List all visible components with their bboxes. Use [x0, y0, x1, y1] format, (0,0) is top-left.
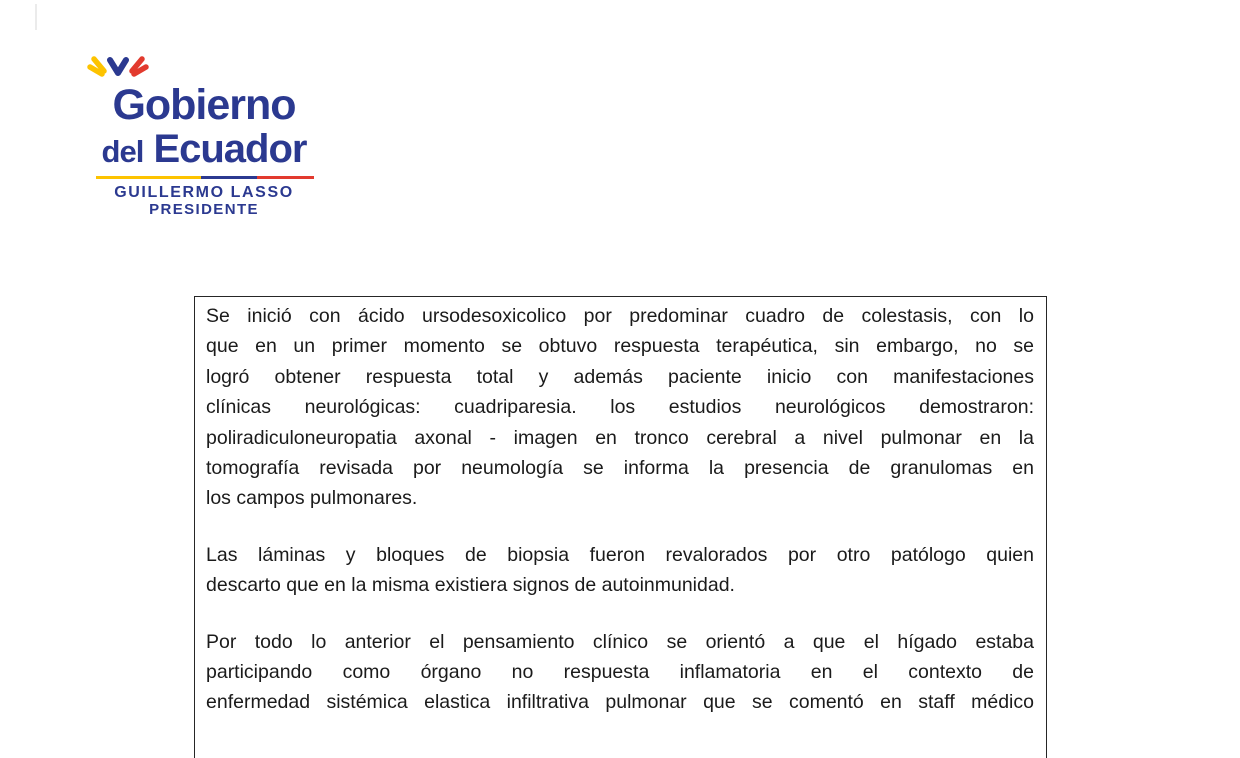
- document-line: Las láminas y bloques de biopsia fueron revalorados por otro patólogo quien: [206, 543, 1034, 566]
- logo-text-ecuador: Ecuador: [153, 127, 307, 171]
- rule-yellow-segment: [96, 176, 201, 179]
- logo-text-gobierno: Gobierno: [112, 81, 296, 129]
- logo-president-title: PRESIDENTE: [149, 201, 259, 218]
- document-line: los campos pulmonares.: [206, 487, 418, 510]
- paragraph-3: [206, 627, 1034, 718]
- rule-red-segment: [257, 176, 314, 179]
- logo-president-name: GUILLERMO LASSO: [114, 184, 294, 201]
- document-line: clínicas neurológicas: cuadriparesia. los estudios neurológicos demostraron:: [206, 396, 1034, 419]
- document-line: Se inició con ácido ursodesoxicolico por predominar cuadro de colestasis, con lo: [206, 305, 1034, 327]
- logo-text-del-ecuador: [88, 129, 320, 169]
- paragraph-2: [206, 540, 1034, 601]
- document-line: descarto que en la misma existiera signos de autoinmunidad.: [206, 574, 735, 597]
- logo-text-del: del: [101, 134, 144, 169]
- logo-tricolor-rule: [96, 176, 314, 179]
- document-line: participando como órgano no respuesta inflamatoria en el contexto de: [206, 660, 1034, 683]
- clinical-text-box: [194, 296, 1047, 758]
- document-line: que en un primer momento se obtuvo respuesta terapéutica, sin embargo, no se: [206, 335, 1034, 358]
- page-edge-artifact: [35, 4, 37, 30]
- gobierno-ecuador-logo: [88, 58, 320, 217]
- document-line: tomografía revisada por neumología se informa la presencia de granulomas en: [206, 456, 1034, 479]
- document-line-partial: enfermedad sistémica elastica infiltrativa pulmonar que se comentó en staff médico: [206, 691, 1034, 714]
- document-line: logró obtener respuesta total y además paciente inicio con manifestaciones: [206, 365, 1034, 388]
- document-line: Por todo lo anterior el pensamiento clínico se orientó a que el hígado estaba: [206, 630, 1034, 653]
- paragraph-1: [206, 301, 1034, 514]
- document-line: poliradiculoneuropatia axonal - imagen en tronco cerebral a nivel pulmonar en la: [206, 426, 1034, 449]
- rule-blue-segment: [201, 176, 258, 179]
